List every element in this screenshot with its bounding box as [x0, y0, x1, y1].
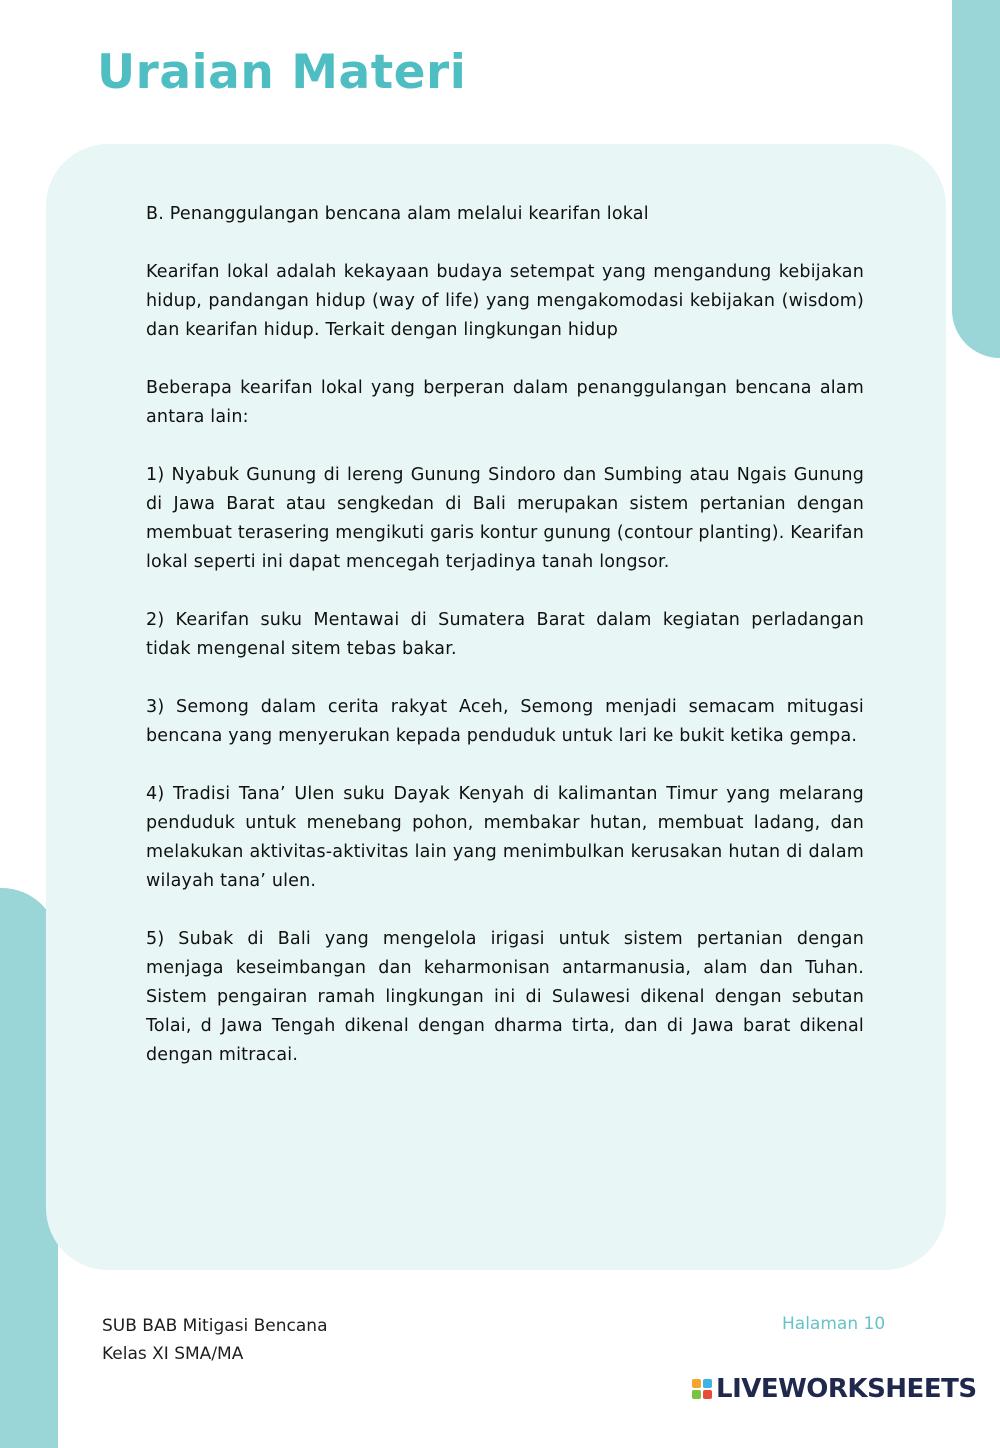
list-item-subak: 5) Subak di Bali yang mengelola irigasi untuk sistem pertanian dengan menjaga keseimbangan dan keharmonisan antarmanusia, alam dan Tuhan. Sistem pengairan ramah lingkungan ini di Sulawesi dikenal dengan sebutan Tolai, d Jawa Tengah dikenal dengan dharma tirta, dan di Jawa barat dikenal dengan mitracai. [146, 929, 864, 1065]
content-card [46, 144, 946, 1270]
list-item-tana-ulen: 4) Tradisi Tana’ Ulen suku Dayak Kenyah di kalimantan Timur yang melarang penduduk untuk menebang pohon, membakar hutan, membuat ladang, dan melakukan aktivitas-aktivitas lain yang menimbulkan kerusakan hutan di dalam wilayah tana’ ulen. [146, 784, 864, 891]
liveworksheets-logo-icon [692, 1379, 712, 1399]
list-item-nyabuk-gunung: 1) Nyabuk Gunung di lereng Gunung Sindoro dan Sumbing atau Ngais Gunung di Jawa Barat atau sengkedan di Bali merupakan sistem pertanian dengan membuat terasering mengikuti garis kontur gunung (contour planting). Kearifan lokal seperti ini dapat mencegah terjadinya tanah longsor. [146, 465, 864, 572]
content-body [146, 200, 864, 1099]
list-item-mentawai: 2) Kearifan suku Mentawai di Sumatera Barat dalam kegiatan perladangan tidak mengenal sitem tebas bakar. [146, 610, 864, 659]
footer-info [102, 1312, 327, 1368]
intro-paragraph: Beberapa kearifan lokal yang berperan dalam penanggulangan bencana alam antara lain: [146, 378, 864, 427]
footer-subject: SUB BAB Mitigasi Bencana [102, 1316, 328, 1336]
corner-decoration-top-right [952, 0, 1000, 358]
logo-square-red [703, 1390, 712, 1399]
list-item-semong: 3) Semong dalam cerita rakyat Aceh, Semong menjadi semacam mitugasi bencana yang menyerukan kepada penduduk untuk lari ke bukit ketika gempa. [146, 697, 864, 746]
section-heading: B. Penanggulangan bencana alam melalui kearifan lokal [146, 204, 649, 224]
page-number: Halaman 10 [782, 1314, 886, 1334]
footer-grade: Kelas XI SMA/MA [102, 1344, 244, 1364]
watermark-text: LIVEWORKSHEETS [716, 1374, 977, 1404]
logo-square-orange [692, 1379, 701, 1388]
definition-paragraph: Kearifan lokal adalah kekayaan budaya setempat yang mengandung kebijakan hidup, pandangan hidup (way of life) yang mengakomodasi kebijakan (wisdom) dan kearifan hidup. Terkait dengan lingkungan hidup [146, 262, 864, 340]
page-title: Uraian Materi [97, 45, 467, 100]
logo-square-green [692, 1390, 701, 1399]
liveworksheets-watermark [692, 1373, 977, 1405]
logo-square-blue [703, 1379, 712, 1388]
